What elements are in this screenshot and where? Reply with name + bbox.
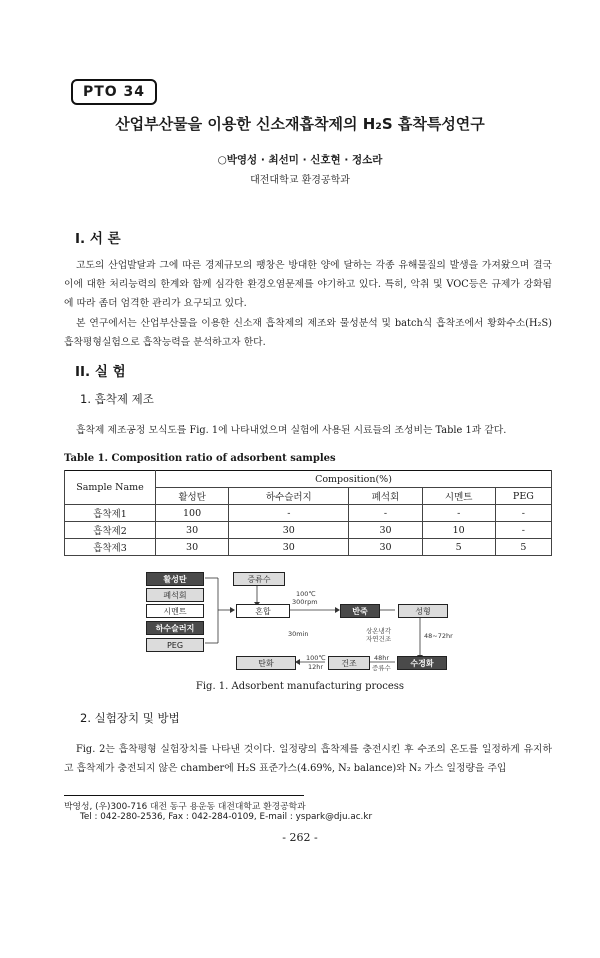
subsection-heading-apparatus: 2. 실험장치 및 방법 — [80, 711, 180, 725]
table-group-header: Composition(%) — [156, 471, 552, 488]
table-cell: - — [229, 505, 349, 522]
table-cell: 100 — [156, 505, 229, 522]
paper-title: 산업부산물을 이용한 신소재흡착제의 H₂S 흡착특성연구 — [115, 115, 485, 133]
cure-time: 48~72hr — [424, 632, 453, 640]
dry-time: 48hr — [374, 654, 390, 662]
table-cell: 30 — [156, 539, 229, 556]
column-header: 시멘트 — [422, 488, 495, 505]
mix-time: 30min — [288, 630, 309, 638]
process-flow-diagram — [140, 570, 460, 675]
column-header: 폐석회 — [349, 488, 422, 505]
intro-paragraph-1: 고도의 산업발달과 그에 따른 경제규모의 팽창은 방대한 양에 달하는 각종 유해물질의 발생을 가져왔으며 결국 이에 대한 처리능력의 한계와 함께 심각한 환경오염문제를 야기하고 있다. 특히, 악취 및 VOC등은 규제가 강화됨에 따라 좀더 엄격한 관리가 요구되고 있다. — [64, 260, 552, 310]
column-header: 하수슬러지 — [229, 488, 349, 505]
material-sewage-sludge: 하수슬러지 — [146, 621, 204, 635]
fire-temperature: 100℃ — [306, 654, 326, 662]
subsection-heading-preparation: 1. 흡착제 제조 — [80, 392, 154, 406]
column-header: 활성탄 — [156, 488, 229, 505]
step-drying: 건조 — [328, 656, 370, 670]
page-number: - 262 - — [282, 831, 318, 844]
footnote-address: 박영성, (우)300-716 대전 동구 용운동 대전대학교 환경공학과 — [64, 802, 306, 812]
session-code-badge: PTO 34 — [71, 79, 157, 105]
table-cell: 5 — [422, 539, 495, 556]
table-row-header: Sample Name — [65, 471, 156, 505]
table-cell: - — [422, 505, 495, 522]
arrow-head — [230, 607, 235, 613]
intro-paragraph-2: 본 연구에서는 산업부산물을 이용한 신소재 흡착제의 제조와 물성분석 및 batch식 흡착조에서 황화수소(H₂S) 흡착평형실험으로 흡착능력을 분석하고자 한다. — [64, 318, 552, 349]
step-distilled-water: 증류수 — [233, 572, 285, 586]
step-hydration: 수경화 — [397, 656, 447, 670]
table-cell: 30 — [349, 539, 422, 556]
footnote-contact: Tel : 042-280-2536, Fax : 042-284-0109, E-mail : yspark@dju.ac.kr — [80, 812, 373, 822]
table-cell: 30 — [229, 522, 349, 539]
sample-name: 흡착제1 — [65, 505, 156, 522]
table-cell: - — [495, 505, 551, 522]
author-list: ○박영성 · 최선미 · 신호현 · 정소라 — [217, 154, 383, 166]
cure-condition-1: 상온냉각 — [366, 627, 392, 635]
column-header: PEG — [495, 488, 551, 505]
figure-caption: Fig. 1. Adsorbent manufacturing process — [195, 681, 405, 692]
material-peg: PEG — [146, 638, 204, 652]
table-row — [65, 522, 552, 539]
material-waste-lime: 폐석회 — [146, 588, 204, 602]
mix-temperature: 100℃ — [296, 590, 316, 598]
composition-table — [64, 470, 552, 556]
section-heading-experiment: II. 실 험 — [75, 364, 126, 380]
step-carbonization: 탄화 — [236, 656, 296, 670]
apparatus-paragraph: Fig. 2는 흡착평형 실험장치를 나타낸 것이다. 일정량의 흡착제를 충전시킨 후 수조의 온도를 일정하게 유지하고 흡착제가 충전되지 않은 chamber에 H₂S 표준가스(4.69%, N₂ balance)와 N₂ 가스 일정량을 주입 — [64, 744, 552, 775]
step-shaping: 성형 — [398, 604, 448, 618]
dry-medium: 증류수 — [372, 664, 391, 672]
table-caption: Table 1. Composition ratio of adsorbent samples — [64, 453, 336, 464]
table-cell: 30 — [156, 522, 229, 539]
table-row — [65, 539, 552, 556]
sample-name: 흡착제2 — [65, 522, 156, 539]
table-cell: 10 — [422, 522, 495, 539]
table-cell: 30 — [229, 539, 349, 556]
table-cell: 5 — [495, 539, 551, 556]
preparation-paragraph: 흡착제 제조공정 모식도를 Fig. 1에 나타내었으며 실험에 사용된 시료들의 조성비는 Table 1과 같다. — [76, 425, 507, 436]
table-row — [65, 505, 552, 522]
table-cell: 30 — [349, 522, 422, 539]
table-cell: - — [349, 505, 422, 522]
cure-condition-2: 자연건조 — [366, 635, 392, 643]
affiliation: 대전대학교 환경공학과 — [250, 175, 350, 186]
step-mixing: 혼합 — [236, 604, 290, 618]
mix-speed: 300rpm — [292, 598, 318, 606]
step-kneading: 반죽 — [340, 604, 380, 618]
material-activated-carbon: 활성탄 — [146, 572, 204, 586]
sample-name: 흡착제3 — [65, 539, 156, 556]
table-cell: - — [495, 522, 551, 539]
footnote-rule — [64, 795, 304, 796]
material-cement: 시멘트 — [146, 604, 204, 618]
section-heading-introduction: I. 서 론 — [75, 231, 121, 247]
fire-time: 12hr — [308, 663, 324, 671]
